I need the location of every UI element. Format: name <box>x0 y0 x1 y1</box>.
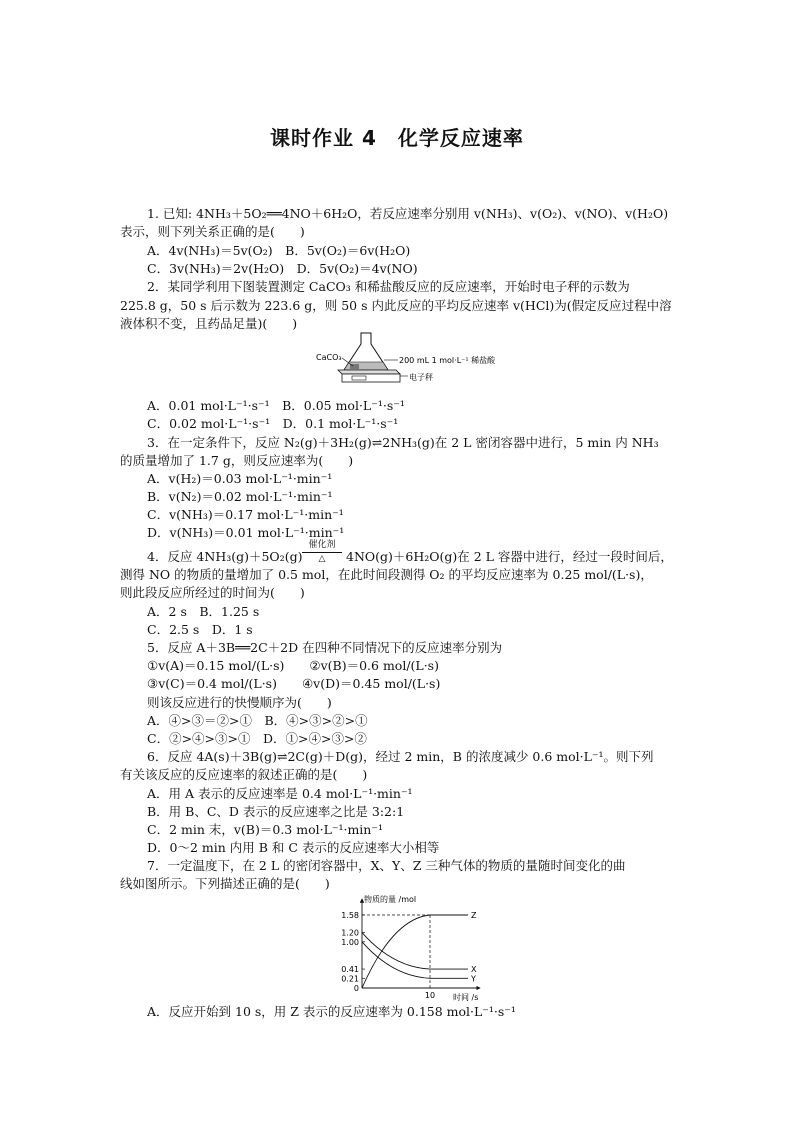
y-tick-label: 0.21 <box>341 974 359 984</box>
q6-option-c: C．2 min 末，v(B)＝0.3 mol·L⁻¹·min⁻¹ <box>147 822 383 837</box>
q4-options-cd: C．2.5 s D．1 s <box>147 622 253 637</box>
y-tick-label: 0 <box>353 984 359 993</box>
reaction-arrow-line <box>302 552 342 553</box>
q6-option-b: B．用 B、C、D 表示的反应速率之比是 3:2:1 <box>147 804 405 819</box>
q4-options-ab: A．2 s B．1.25 s <box>147 604 260 619</box>
series-z-label: Z <box>471 911 477 920</box>
q2-options-cd: C．0.02 mol·L⁻¹·s⁻¹ D．0.1 mol·L⁻¹·s⁻¹ <box>147 416 399 431</box>
y-tick-label: 0.41 <box>341 965 359 975</box>
q6-option-d: D．0～2 min 内用 B 和 C 表示的反应速率大小相等 <box>147 840 440 855</box>
q7-option-a: A．反应开始到 10 s，用 Z 表示的反应速率为 0.158 mol·L⁻¹·s⁻¹ <box>147 1004 516 1019</box>
apparatus-figure <box>316 330 506 388</box>
y-axis-label: 物质的量 /mol <box>364 895 417 904</box>
q2-stem-line2: 225.8 g，50 s 后示数为 223.6 g，则 50 s 内此反应的平均反应速率 v(HCl)为(假定反应过程中溶 <box>120 298 672 313</box>
scale-label: 电子秤 <box>409 373 433 382</box>
q3-stem-line2: 的质量增加了 1.7 g，则反应速率为( ) <box>120 453 354 468</box>
q3-stem-line1: 3．在一定条件下，反应 N₂(g)＋3H₂(g)⇌2NH₃(g)在 2 L 密闭容器中进行，5 min 内 NH₃ <box>147 435 659 450</box>
q7-stem-line2: 线如图所示。下列描述正确的是( ) <box>120 876 330 891</box>
q6-stem-line1: 6．反应 4A(s)＋3B(g)⇌2C(g)＋D(g)，经过 2 min，B 的浓度减少 0.6 mol·L⁻¹。则下列 <box>147 749 654 764</box>
q6-stem-line2: 有关该反应的反应速率的叙述正确的是( ) <box>120 767 368 782</box>
scale-body <box>342 374 400 382</box>
q1-options-ab: A．4v(NH₃)＝5v(O₂) B．5v(O₂)＝6v(H₂O) <box>147 243 411 258</box>
q2-options-ab: A．0.01 mol·L⁻¹·s⁻¹ B．0.05 mol·L⁻¹·s⁻¹ <box>147 398 405 413</box>
q5-question: 则该反应进行的快慢顺序为( ) <box>147 695 332 710</box>
q6-option-a: A．用 A 表示的反应速率是 0.4 mol·L⁻¹·min⁻¹ <box>147 786 413 801</box>
q7-stem-line1: 7．一定温度下，在 2 L 的密闭容器中，X、Y、Z 三种气体的物质的量随时间变化的曲 <box>147 858 626 873</box>
moles-time-chart <box>330 893 500 1005</box>
q1-stem-line1: 1. 已知: 4NH₃＋5O₂══4NO＋6H₂O，若反应速率分别用 v(NH₃)、v(O₂)、v(NO)、v(H₂O) <box>147 206 669 221</box>
q3-option-a: A．v(H₂)＝0.03 mol·L⁻¹·min⁻¹ <box>147 471 333 486</box>
series-x-label: X <box>471 965 477 975</box>
q5-options-ab: A．④>③＝②>① B．④>③>②>① <box>147 713 368 728</box>
q4-stem-line1-part1: 4．反应 4NH₃(g)＋5O₂(g) <box>147 549 303 564</box>
caco3-label: CaCO₃ <box>316 353 342 362</box>
x-axis-label: 时间 /s <box>453 993 479 1002</box>
series-y-curve <box>362 942 468 979</box>
page-title: 课时作业 4 化学反应速率 <box>270 126 524 150</box>
q3-option-b: B．v(N₂)＝0.02 mol·L⁻¹·min⁻¹ <box>147 489 333 504</box>
series-y-label: Y <box>471 974 476 984</box>
heat-symbol: △ <box>318 554 326 564</box>
q1-options-cd: C．3v(NH₃)＝2v(H₂O) D．5v(O₂)＝4v(NO) <box>147 261 418 276</box>
x-tick-label: 10 <box>424 991 436 1000</box>
scale-display <box>352 376 366 380</box>
acid-label: 200 mL 1 mol·L⁻¹ 稀盐酸 <box>399 356 496 365</box>
catalyst-label: 催化剂 <box>308 540 336 550</box>
q5-rates-12: ①v(A)＝0.15 mol/(L·s) ②v(B)＝0.6 mol/(L·s) <box>147 658 439 673</box>
series-z-curve <box>362 915 468 988</box>
scale-top <box>338 370 400 374</box>
q2-stem-line1: 2．某同学利用下图装置测定 CaCO₃ 和稀盐酸反应的反应速率，开始时电子秤的示数为 <box>147 279 630 294</box>
y-tick-label: 1.20 <box>341 928 359 938</box>
y-tick-label: 1.00 <box>341 937 359 947</box>
y-tick-label: 1.58 <box>341 911 359 920</box>
q5-options-cd: C．②>④>③>① D．①>④>③>② <box>147 731 367 746</box>
q3-option-c: C．v(NH₃)＝0.17 mol·L⁻¹·min⁻¹ <box>147 507 344 522</box>
q5-stem-line1: 5．反应 A＋3B══2C＋2D 在四种不同情况下的反应速率分别为 <box>147 640 503 655</box>
q1-stem-line2: 表示，则下列关系正确的是( ) <box>120 224 305 239</box>
series-x-curve <box>362 933 468 970</box>
q4-stem-line1-part2: 4NO(g)＋6H₂O(g)在 2 L 容器中进行，经过一段时间后， <box>346 549 673 564</box>
q2-stem-line3: 液体积不变，且药品足量)( ) <box>120 316 298 331</box>
q5-rates-34: ③v(C)＝0.4 mol/(L·s) ④v(D)＝0.45 mol/(L·s) <box>147 676 441 691</box>
q4-stem-line2: 测得 NO 的物质的量增加了 0.5 mol，在此时间段测得 O₂ 的平均反应速率为 0.25 mol/(L·s)， <box>120 567 653 582</box>
q3-option-d: D．v(NH₃)＝0.01 mol·L⁻¹·min⁻¹ <box>147 525 345 540</box>
q4-stem-line3: 则此段反应所经过的时间为( ) <box>120 585 305 600</box>
